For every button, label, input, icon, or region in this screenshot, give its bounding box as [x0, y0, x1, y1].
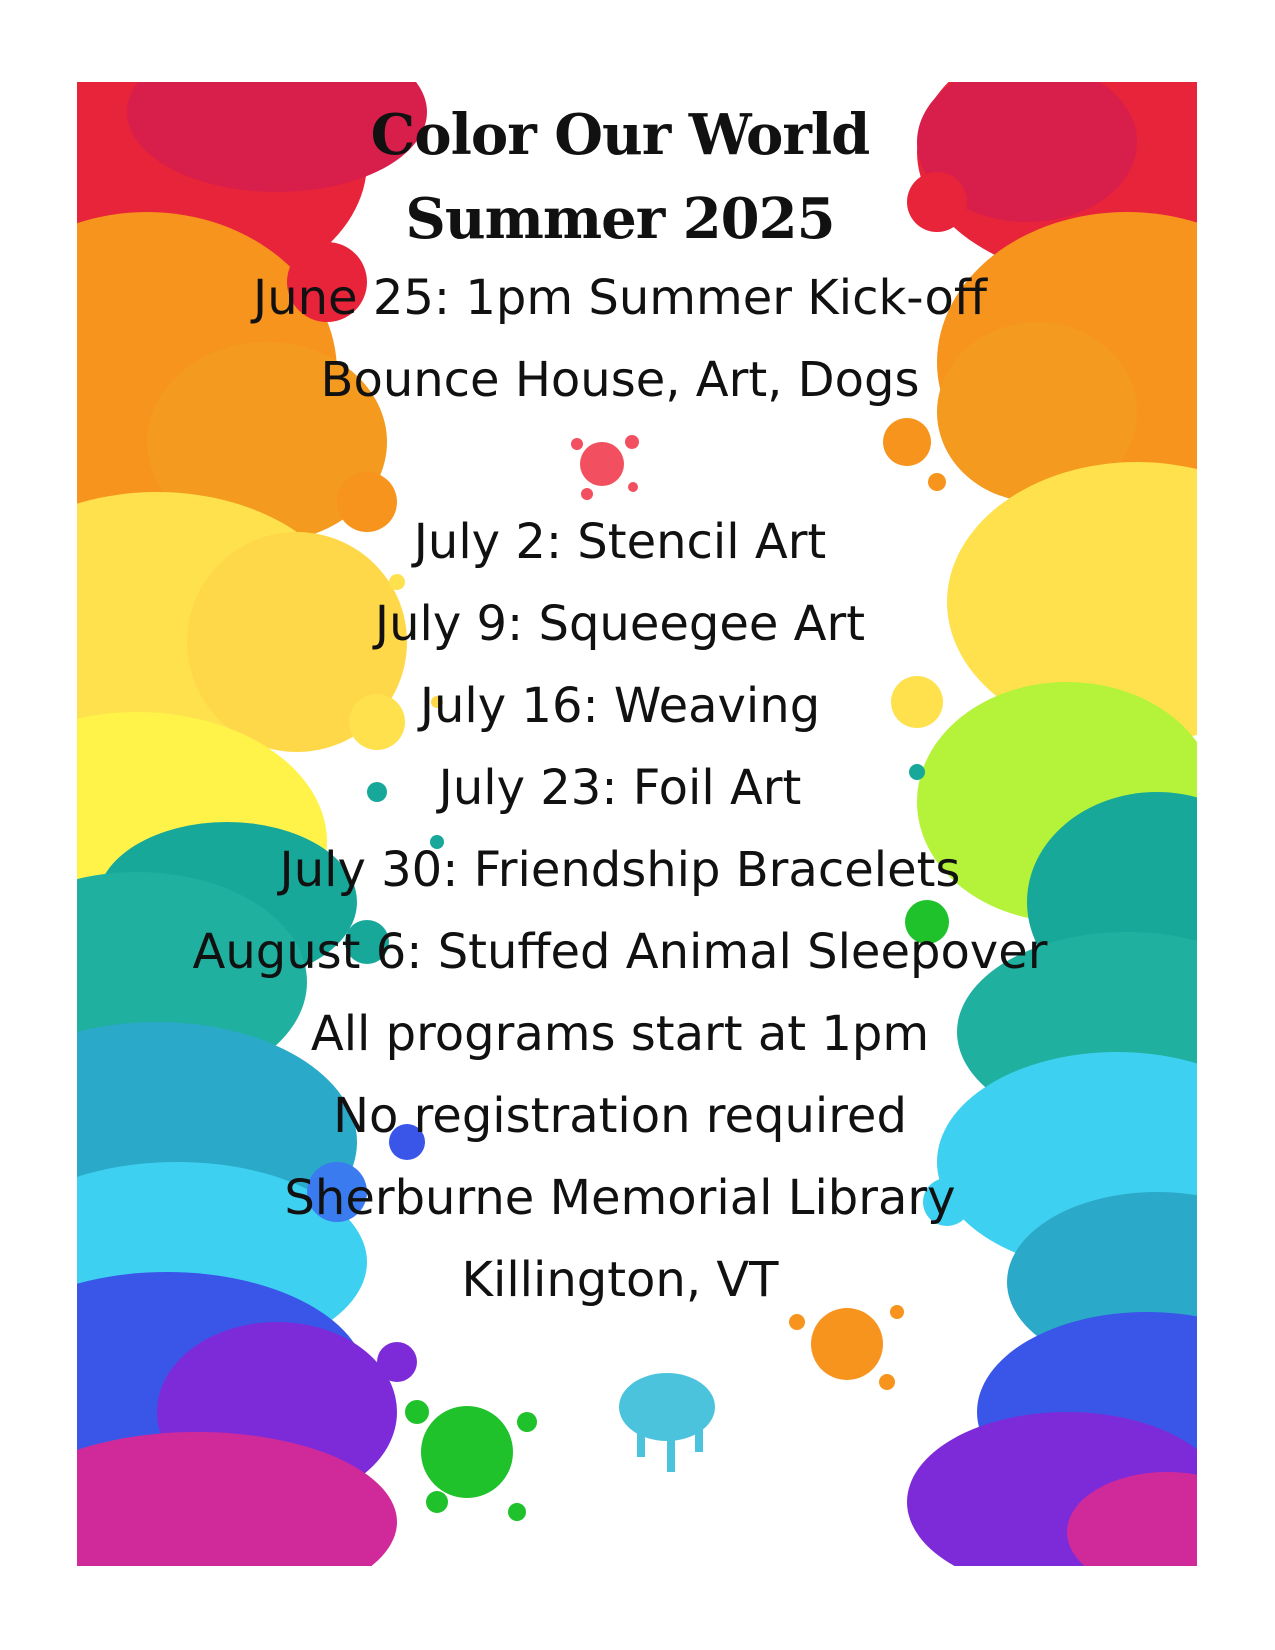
poster	[77, 82, 1197, 1566]
event-foil-art: July 23: Foil Art	[438, 760, 802, 816]
event-weaving: July 16: Weaving	[419, 678, 821, 734]
info-start-time: All programs start at 1pm	[310, 1006, 930, 1062]
event-kickoff: June 25: 1pm Summer Kick-off	[253, 270, 987, 326]
event-friendship-bracelets: July 30: Friendship Bracelets	[279, 842, 961, 898]
event-stencil-art: July 2: Stencil Art	[413, 514, 827, 570]
poster-title: Color Our World	[370, 102, 870, 168]
info-registration: No registration required	[333, 1088, 907, 1144]
event-stuffed-animal-sleepover: August 6: Stuffed Animal Sleepover	[192, 924, 1048, 980]
info-location: Killington, VT	[461, 1252, 779, 1308]
poster-subtitle: Summer 2025	[405, 186, 835, 252]
event-squeegee-art: July 9: Squeegee Art	[374, 596, 866, 652]
event-kickoff-details: Bounce House, Art, Dogs	[320, 352, 920, 408]
info-library: Sherburne Memorial Library	[284, 1170, 956, 1226]
